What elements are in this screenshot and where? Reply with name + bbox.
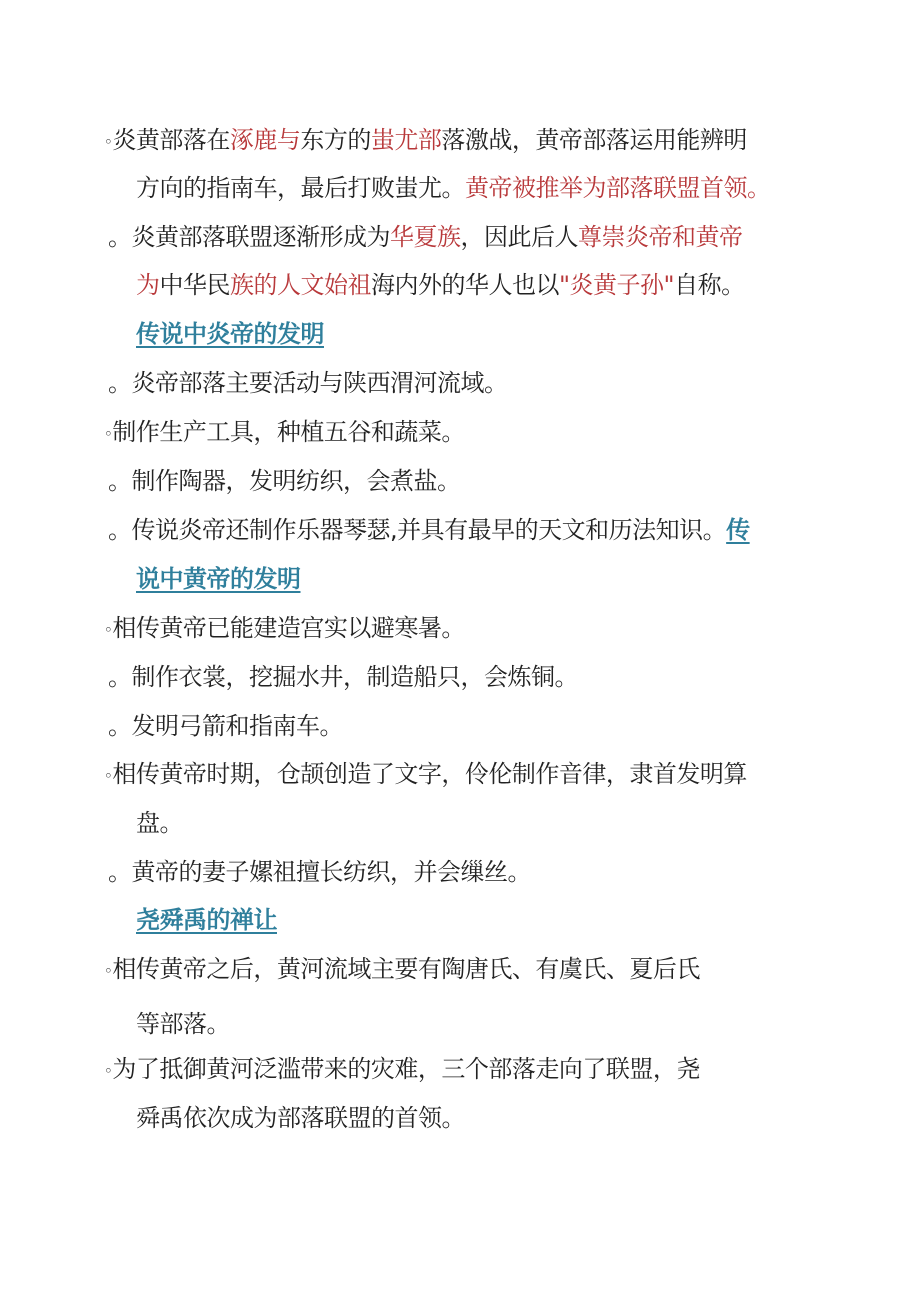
highlight-segment: 涿鹿与 [229, 126, 301, 154]
section-heading [136, 563, 301, 595]
text-segment: 。炎帝部落主要活动与陕西渭河流域。 [108, 369, 508, 397]
text-segment: 中华民 [159, 271, 230, 299]
heading-text: 传 [726, 516, 750, 544]
text-segment: 东方的 [300, 126, 371, 154]
text-segment: 。制作陶器，发明纺织，会煮盐。 [108, 467, 461, 495]
text-segment: 炎黄部落在 [112, 126, 230, 154]
bullet: ◦ [104, 1062, 113, 1080]
highlight-segment: 华夏族 [390, 223, 461, 251]
text-segment: 落激战，黄帝部落运用能辨明 [441, 126, 747, 154]
bullet: ◦ [104, 133, 113, 151]
text-line [108, 514, 750, 546]
text-segment: 。黄帝的妻子嫘祖擅长纺织，并会缫丝。 [108, 858, 531, 886]
section-heading [136, 904, 277, 936]
highlight-segment: 为 [136, 271, 160, 299]
text-segment: 相传黄帝之后，黄河流域主要有陶唐氏、有虞氏、夏后氏 [112, 955, 700, 983]
text-line [108, 856, 531, 888]
heading-text: 传说中炎帝的发明 [136, 320, 324, 348]
section-heading [136, 318, 324, 350]
text-segment: 为了抵御黄河泛滥带来的灾难，三个部落走向了联盟，尧 [112, 1055, 700, 1083]
highlight-segment: 人文始祖 [277, 271, 371, 299]
text-segment: ，因此后人 [460, 223, 578, 251]
text-line [136, 807, 183, 839]
text-segment: 制作生产工具，种植五谷和蔬菜。 [112, 418, 465, 446]
text-line [104, 758, 747, 792]
text-line [108, 710, 343, 742]
text-segment: 相传黄帝已能建造宫实以避寒暑。 [112, 614, 465, 642]
text-segment: 方向的指南车，最后打败蚩尤。 [136, 174, 465, 202]
text-line [104, 416, 465, 450]
text-segment: 舜禹依次成为部落联盟的首领。 [136, 1104, 465, 1132]
text-segment: 。发明弓箭和指南车。 [108, 712, 343, 740]
text-line [136, 172, 771, 204]
text-segment: 。传说炎帝还制作乐器琴瑟,并具有最早的天文和历法知识。 [108, 516, 727, 544]
text-line [108, 221, 743, 253]
text-line [136, 1102, 465, 1134]
text-line [104, 124, 747, 158]
highlight-segment: "炎黄子孙" [559, 271, 675, 299]
highlight-segment: 黄帝被推举为部落联盟首领。 [465, 174, 771, 202]
bullet: ◦ [104, 621, 113, 639]
text-segment: 等部落。 [136, 1010, 230, 1038]
text-segment: 。炎黄部落联盟逐渐形成为 [108, 223, 390, 251]
text-segment: 相传黄帝时期，仓颉创造了文字，伶伦制作音律，隶首发明算 [112, 760, 747, 788]
highlight-segment: 族的 [230, 271, 277, 299]
bullet: ◦ [104, 962, 113, 980]
bullet: ◦ [104, 425, 113, 443]
text-line [108, 661, 578, 693]
highlight-segment: 帝和黄帝 [648, 223, 743, 251]
text-line [136, 1008, 230, 1040]
text-segment: 。制作衣裳，挖掘水井，制造船只，会炼铜。 [108, 663, 578, 691]
highlight-segment: 尊崇炎 [578, 223, 649, 251]
text-segment: 海内外的华人也以 [371, 271, 559, 299]
text-line [108, 465, 461, 497]
text-segment: 自称。 [674, 271, 745, 299]
highlight-segment: 蚩尤部 [370, 126, 442, 154]
text-line [104, 612, 465, 646]
text-line [104, 953, 700, 987]
text-line [108, 367, 508, 399]
heading-text: 尧舜禹的禅让 [136, 906, 277, 934]
text-line [136, 269, 745, 301]
text-segment: 盘。 [136, 809, 183, 837]
heading-text: 说中黄帝的发明 [136, 565, 301, 593]
bullet: ◦ [104, 767, 113, 785]
text-line [104, 1053, 700, 1087]
